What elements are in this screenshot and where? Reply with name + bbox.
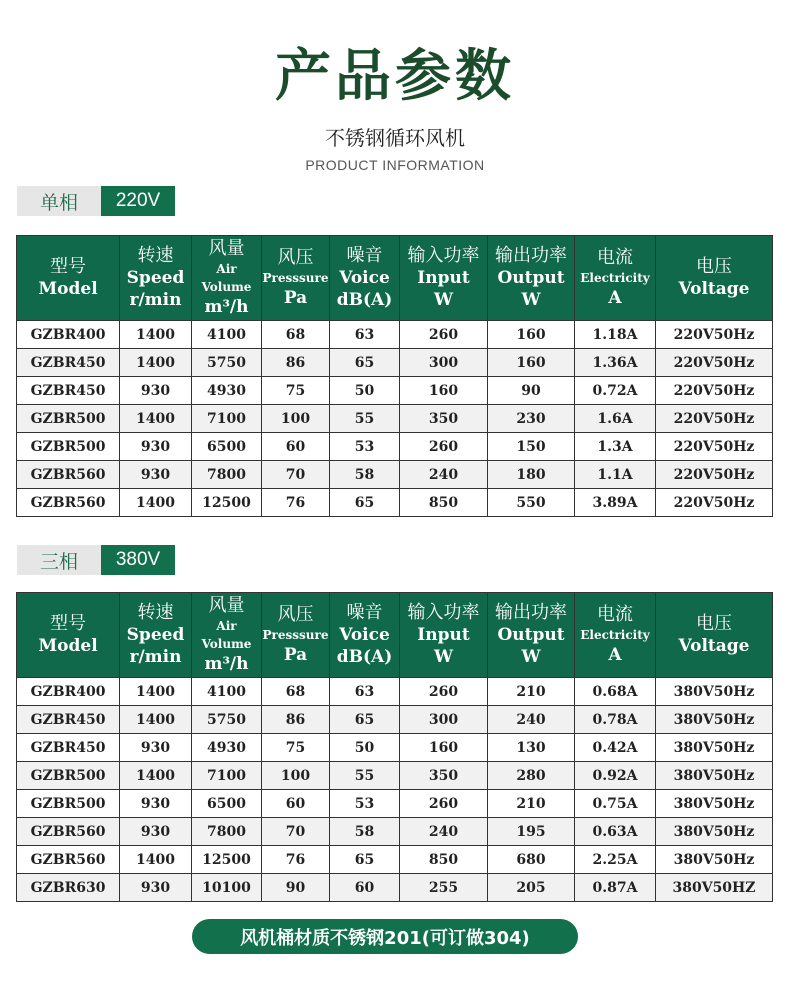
table-cell: 930	[120, 734, 192, 762]
table-cell: 60	[262, 790, 330, 818]
table-cell: 210	[488, 790, 575, 818]
column-header-cn: 输出功率	[495, 602, 567, 623]
table-cell: 1.6A	[575, 405, 656, 433]
column-header	[656, 236, 773, 321]
table-cell: 300	[400, 706, 488, 734]
table-cell: 1.1A	[575, 461, 656, 489]
table-cell: GZBR450	[17, 377, 120, 405]
table-cell: 58	[330, 461, 400, 489]
column-header-unit: r/min	[129, 290, 182, 310]
table-cell: 0.87A	[575, 874, 656, 902]
column-header-en: Air Volume	[201, 619, 252, 651]
table-row	[17, 706, 773, 734]
column-header-en: Model	[38, 279, 98, 299]
table-cell: 380V50Hz	[656, 818, 773, 846]
column-header-cn: 风量	[208, 595, 245, 616]
table-row	[17, 405, 773, 433]
table-cell: 4930	[192, 734, 262, 762]
column-header	[262, 593, 330, 678]
table-cell: GZBR500	[17, 762, 120, 790]
column-header-en: Output	[497, 268, 565, 288]
table-cell: 1400	[120, 349, 192, 377]
column-header	[656, 593, 773, 678]
table-cell: 380V50Hz	[656, 762, 773, 790]
table-cell: 4930	[192, 377, 262, 405]
table-cell: 53	[330, 433, 400, 461]
table-cell: GZBR400	[17, 321, 120, 349]
table-cell: 550	[488, 489, 575, 517]
table-row	[17, 489, 773, 517]
column-header-unit: A	[608, 645, 622, 665]
table-cell: 1400	[120, 706, 192, 734]
single-phase-name: 单相	[17, 186, 101, 216]
table-cell: 240	[488, 706, 575, 734]
column-header-cn: 转速	[137, 245, 174, 266]
column-header-unit: m³/h	[204, 297, 249, 317]
table-cell: 680	[488, 846, 575, 874]
column-header	[17, 593, 120, 678]
table-cell: 160	[400, 734, 488, 762]
table-cell: 65	[330, 846, 400, 874]
table-cell: 260	[400, 790, 488, 818]
table-cell: 850	[400, 846, 488, 874]
table-cell: GZBR500	[17, 790, 120, 818]
column-header	[400, 593, 488, 678]
table-cell: 160	[488, 349, 575, 377]
table-cell: 76	[262, 489, 330, 517]
table-cell: 300	[400, 349, 488, 377]
table-cell: 220V50Hz	[656, 321, 773, 349]
table-cell: 240	[400, 461, 488, 489]
table-row	[17, 461, 773, 489]
table-cell: 0.78A	[575, 706, 656, 734]
table-cell: 1400	[120, 405, 192, 433]
table-cell: 260	[400, 678, 488, 706]
table-cell: 1400	[120, 489, 192, 517]
table-cell: 930	[120, 818, 192, 846]
table-cell: 0.42A	[575, 734, 656, 762]
table-cell: GZBR560	[17, 461, 120, 489]
column-header-en: Speed	[126, 625, 185, 645]
table-cell: 380V50Hz	[656, 790, 773, 818]
table-cell: 260	[400, 433, 488, 461]
table-cell: 930	[120, 874, 192, 902]
table-cell: 0.92A	[575, 762, 656, 790]
column-header	[488, 236, 575, 321]
column-header-unit: dB(A)	[336, 647, 393, 667]
column-header-cn: 电流	[597, 604, 633, 625]
table-cell: 205	[488, 874, 575, 902]
table-cell: 76	[262, 846, 330, 874]
column-header-cn: 电压	[696, 613, 732, 634]
table-cell: 220V50Hz	[656, 349, 773, 377]
column-header	[192, 593, 262, 678]
table-row	[17, 377, 773, 405]
column-header-en: Presssure	[262, 271, 329, 285]
column-header-cn: 转速	[137, 602, 174, 623]
column-header-en: Electricity	[580, 628, 650, 642]
table-cell: 220V50Hz	[656, 377, 773, 405]
table-cell: 60	[262, 433, 330, 461]
single-phase-voltage: 220V	[101, 186, 175, 216]
table-cell: 1.3A	[575, 433, 656, 461]
column-header-cn: 型号	[50, 256, 86, 277]
table-row	[17, 846, 773, 874]
column-header-en: Model	[38, 636, 98, 656]
table-cell: 50	[330, 377, 400, 405]
table-cell: 130	[488, 734, 575, 762]
table-header-row	[17, 236, 773, 321]
table-cell: 930	[120, 790, 192, 818]
table-row	[17, 874, 773, 902]
table-cell: 68	[262, 678, 330, 706]
column-header-cn: 输出功率	[495, 245, 567, 266]
table-row	[17, 678, 773, 706]
table-cell: 1.36A	[575, 349, 656, 377]
table-row	[17, 734, 773, 762]
table-cell: 195	[488, 818, 575, 846]
column-header	[400, 236, 488, 321]
column-header-unit: m³/h	[204, 654, 249, 674]
table-cell: 0.72A	[575, 377, 656, 405]
column-header-en: Voice	[339, 625, 390, 645]
product-subtitle: 不锈钢循环风机	[325, 126, 465, 150]
table-cell: 220V50Hz	[656, 405, 773, 433]
table-cell: 58	[330, 818, 400, 846]
table-cell: 65	[330, 349, 400, 377]
table-cell: 65	[330, 706, 400, 734]
table-cell: 55	[330, 762, 400, 790]
column-header-unit: dB(A)	[336, 290, 393, 310]
table-row	[17, 818, 773, 846]
table-cell: 255	[400, 874, 488, 902]
table-cell: 4100	[192, 321, 262, 349]
column-header-cn: 风压	[277, 604, 314, 625]
table-cell: 1400	[120, 678, 192, 706]
table-cell: GZBR560	[17, 846, 120, 874]
table-cell: 50	[330, 734, 400, 762]
column-header-unit: W	[433, 647, 454, 667]
three-phase-name: 三相	[17, 545, 101, 575]
three-phase-label	[17, 545, 175, 575]
column-header	[330, 236, 400, 321]
table-row	[17, 790, 773, 818]
column-header-unit: W	[521, 290, 541, 310]
table-cell: 53	[330, 790, 400, 818]
table-cell: 7100	[192, 762, 262, 790]
table-cell: 90	[262, 874, 330, 902]
table-cell: 6500	[192, 790, 262, 818]
table-cell: 6500	[192, 433, 262, 461]
table-cell: 220V50Hz	[656, 489, 773, 517]
column-header-unit: A	[608, 288, 622, 308]
table-cell: 55	[330, 405, 400, 433]
column-header	[575, 236, 656, 321]
table-cell: 7100	[192, 405, 262, 433]
table-cell: 12500	[192, 489, 262, 517]
table-cell: 380V50Hz	[656, 706, 773, 734]
column-header	[262, 236, 330, 321]
table-cell: 70	[262, 461, 330, 489]
table-cell: 7800	[192, 461, 262, 489]
table-cell: 230	[488, 405, 575, 433]
table-cell: 63	[330, 321, 400, 349]
table-cell: 1400	[120, 321, 192, 349]
column-header-cn: 输入功率	[407, 602, 480, 623]
table-cell: 1400	[120, 762, 192, 790]
column-header	[17, 236, 120, 321]
table-cell: GZBR450	[17, 349, 120, 377]
table-cell: GZBR560	[17, 489, 120, 517]
column-header-en: Air Volume	[201, 262, 252, 294]
table-cell: GZBR500	[17, 433, 120, 461]
table-cell: 210	[488, 678, 575, 706]
table-cell: 240	[400, 818, 488, 846]
column-header	[192, 236, 262, 321]
table-cell: GZBR630	[17, 874, 120, 902]
column-header	[120, 593, 192, 678]
table-cell: 350	[400, 405, 488, 433]
table-cell: 930	[120, 377, 192, 405]
table-cell: 380V50HZ	[656, 874, 773, 902]
three-phase-spec-table	[16, 592, 773, 902]
table-cell: 160	[488, 321, 575, 349]
table-cell: GZBR400	[17, 678, 120, 706]
column-header-en: Voltage	[678, 279, 750, 299]
column-header-cn: 电压	[696, 256, 732, 277]
table-cell: 4100	[192, 678, 262, 706]
table-cell: 380V50Hz	[656, 678, 773, 706]
table-cell: 5750	[192, 349, 262, 377]
column-header-unit: r/min	[129, 647, 182, 667]
column-header-cn: 噪音	[346, 602, 383, 623]
table-cell: 260	[400, 321, 488, 349]
table-cell: 68	[262, 321, 330, 349]
table-cell: 12500	[192, 846, 262, 874]
table-cell: 10100	[192, 874, 262, 902]
table-cell: 86	[262, 706, 330, 734]
table-cell: 100	[262, 405, 330, 433]
table-row	[17, 433, 773, 461]
table-row	[17, 349, 773, 377]
column-header-en: Input	[417, 625, 470, 645]
table-cell: 100	[262, 762, 330, 790]
column-header-en: Presssure	[262, 628, 329, 642]
table-cell: 7800	[192, 818, 262, 846]
product-subtitle-en: PRODUCT INFORMATION	[305, 157, 485, 173]
column-header-en: Electricity	[580, 271, 650, 285]
table-header-row	[17, 593, 773, 678]
table-cell: 5750	[192, 706, 262, 734]
column-header-cn: 噪音	[346, 245, 383, 266]
table-cell: 1.18A	[575, 321, 656, 349]
column-header-cn: 型号	[50, 613, 86, 634]
table-cell: 350	[400, 762, 488, 790]
column-header-en: Voltage	[678, 636, 750, 656]
table-cell: GZBR560	[17, 818, 120, 846]
table-cell: 3.89A	[575, 489, 656, 517]
column-header-en: Output	[497, 625, 565, 645]
table-cell: 63	[330, 678, 400, 706]
table-cell: 70	[262, 818, 330, 846]
table-cell: 160	[400, 377, 488, 405]
table-cell: 150	[488, 433, 575, 461]
table-cell: 0.68A	[575, 678, 656, 706]
table-cell: 1400	[120, 846, 192, 874]
column-header-en: Input	[417, 268, 470, 288]
column-header-en: Speed	[126, 268, 185, 288]
table-row	[17, 321, 773, 349]
column-header	[488, 593, 575, 678]
column-header-en: Voice	[339, 268, 390, 288]
table-cell: 380V50Hz	[656, 734, 773, 762]
table-cell: 0.63A	[575, 818, 656, 846]
column-header	[330, 593, 400, 678]
column-header	[575, 593, 656, 678]
single-phase-spec-table	[16, 235, 773, 517]
table-cell: 2.25A	[575, 846, 656, 874]
table-cell: 220V50Hz	[656, 461, 773, 489]
table-cell: 75	[262, 377, 330, 405]
table-cell: 65	[330, 489, 400, 517]
table-cell: 930	[120, 433, 192, 461]
table-cell: GZBR450	[17, 706, 120, 734]
column-header	[120, 236, 192, 321]
table-cell: 180	[488, 461, 575, 489]
table-cell: 0.75A	[575, 790, 656, 818]
table-cell: 220V50Hz	[656, 433, 773, 461]
table-cell: 75	[262, 734, 330, 762]
column-header-cn: 风量	[208, 238, 245, 259]
table-cell: GZBR500	[17, 405, 120, 433]
single-phase-label	[17, 186, 175, 216]
table-cell: 280	[488, 762, 575, 790]
page-title: 产品参数	[275, 44, 515, 109]
table-cell: 60	[330, 874, 400, 902]
table-cell: 380V50Hz	[656, 846, 773, 874]
column-header-cn: 风压	[277, 247, 314, 268]
column-header-cn: 电流	[597, 247, 633, 268]
column-header-unit: W	[521, 647, 541, 667]
three-phase-voltage: 380V	[101, 545, 175, 575]
table-cell: 86	[262, 349, 330, 377]
material-banner: 风机桶材质不锈钢201(可订做304)	[192, 919, 578, 954]
column-header-unit: Pa	[283, 288, 308, 308]
table-cell: 850	[400, 489, 488, 517]
table-cell: GZBR450	[17, 734, 120, 762]
column-header-unit: W	[433, 290, 454, 310]
table-row	[17, 762, 773, 790]
column-header-cn: 输入功率	[407, 245, 480, 266]
table-cell: 90	[488, 377, 575, 405]
table-cell: 930	[120, 461, 192, 489]
column-header-unit: Pa	[283, 645, 308, 665]
